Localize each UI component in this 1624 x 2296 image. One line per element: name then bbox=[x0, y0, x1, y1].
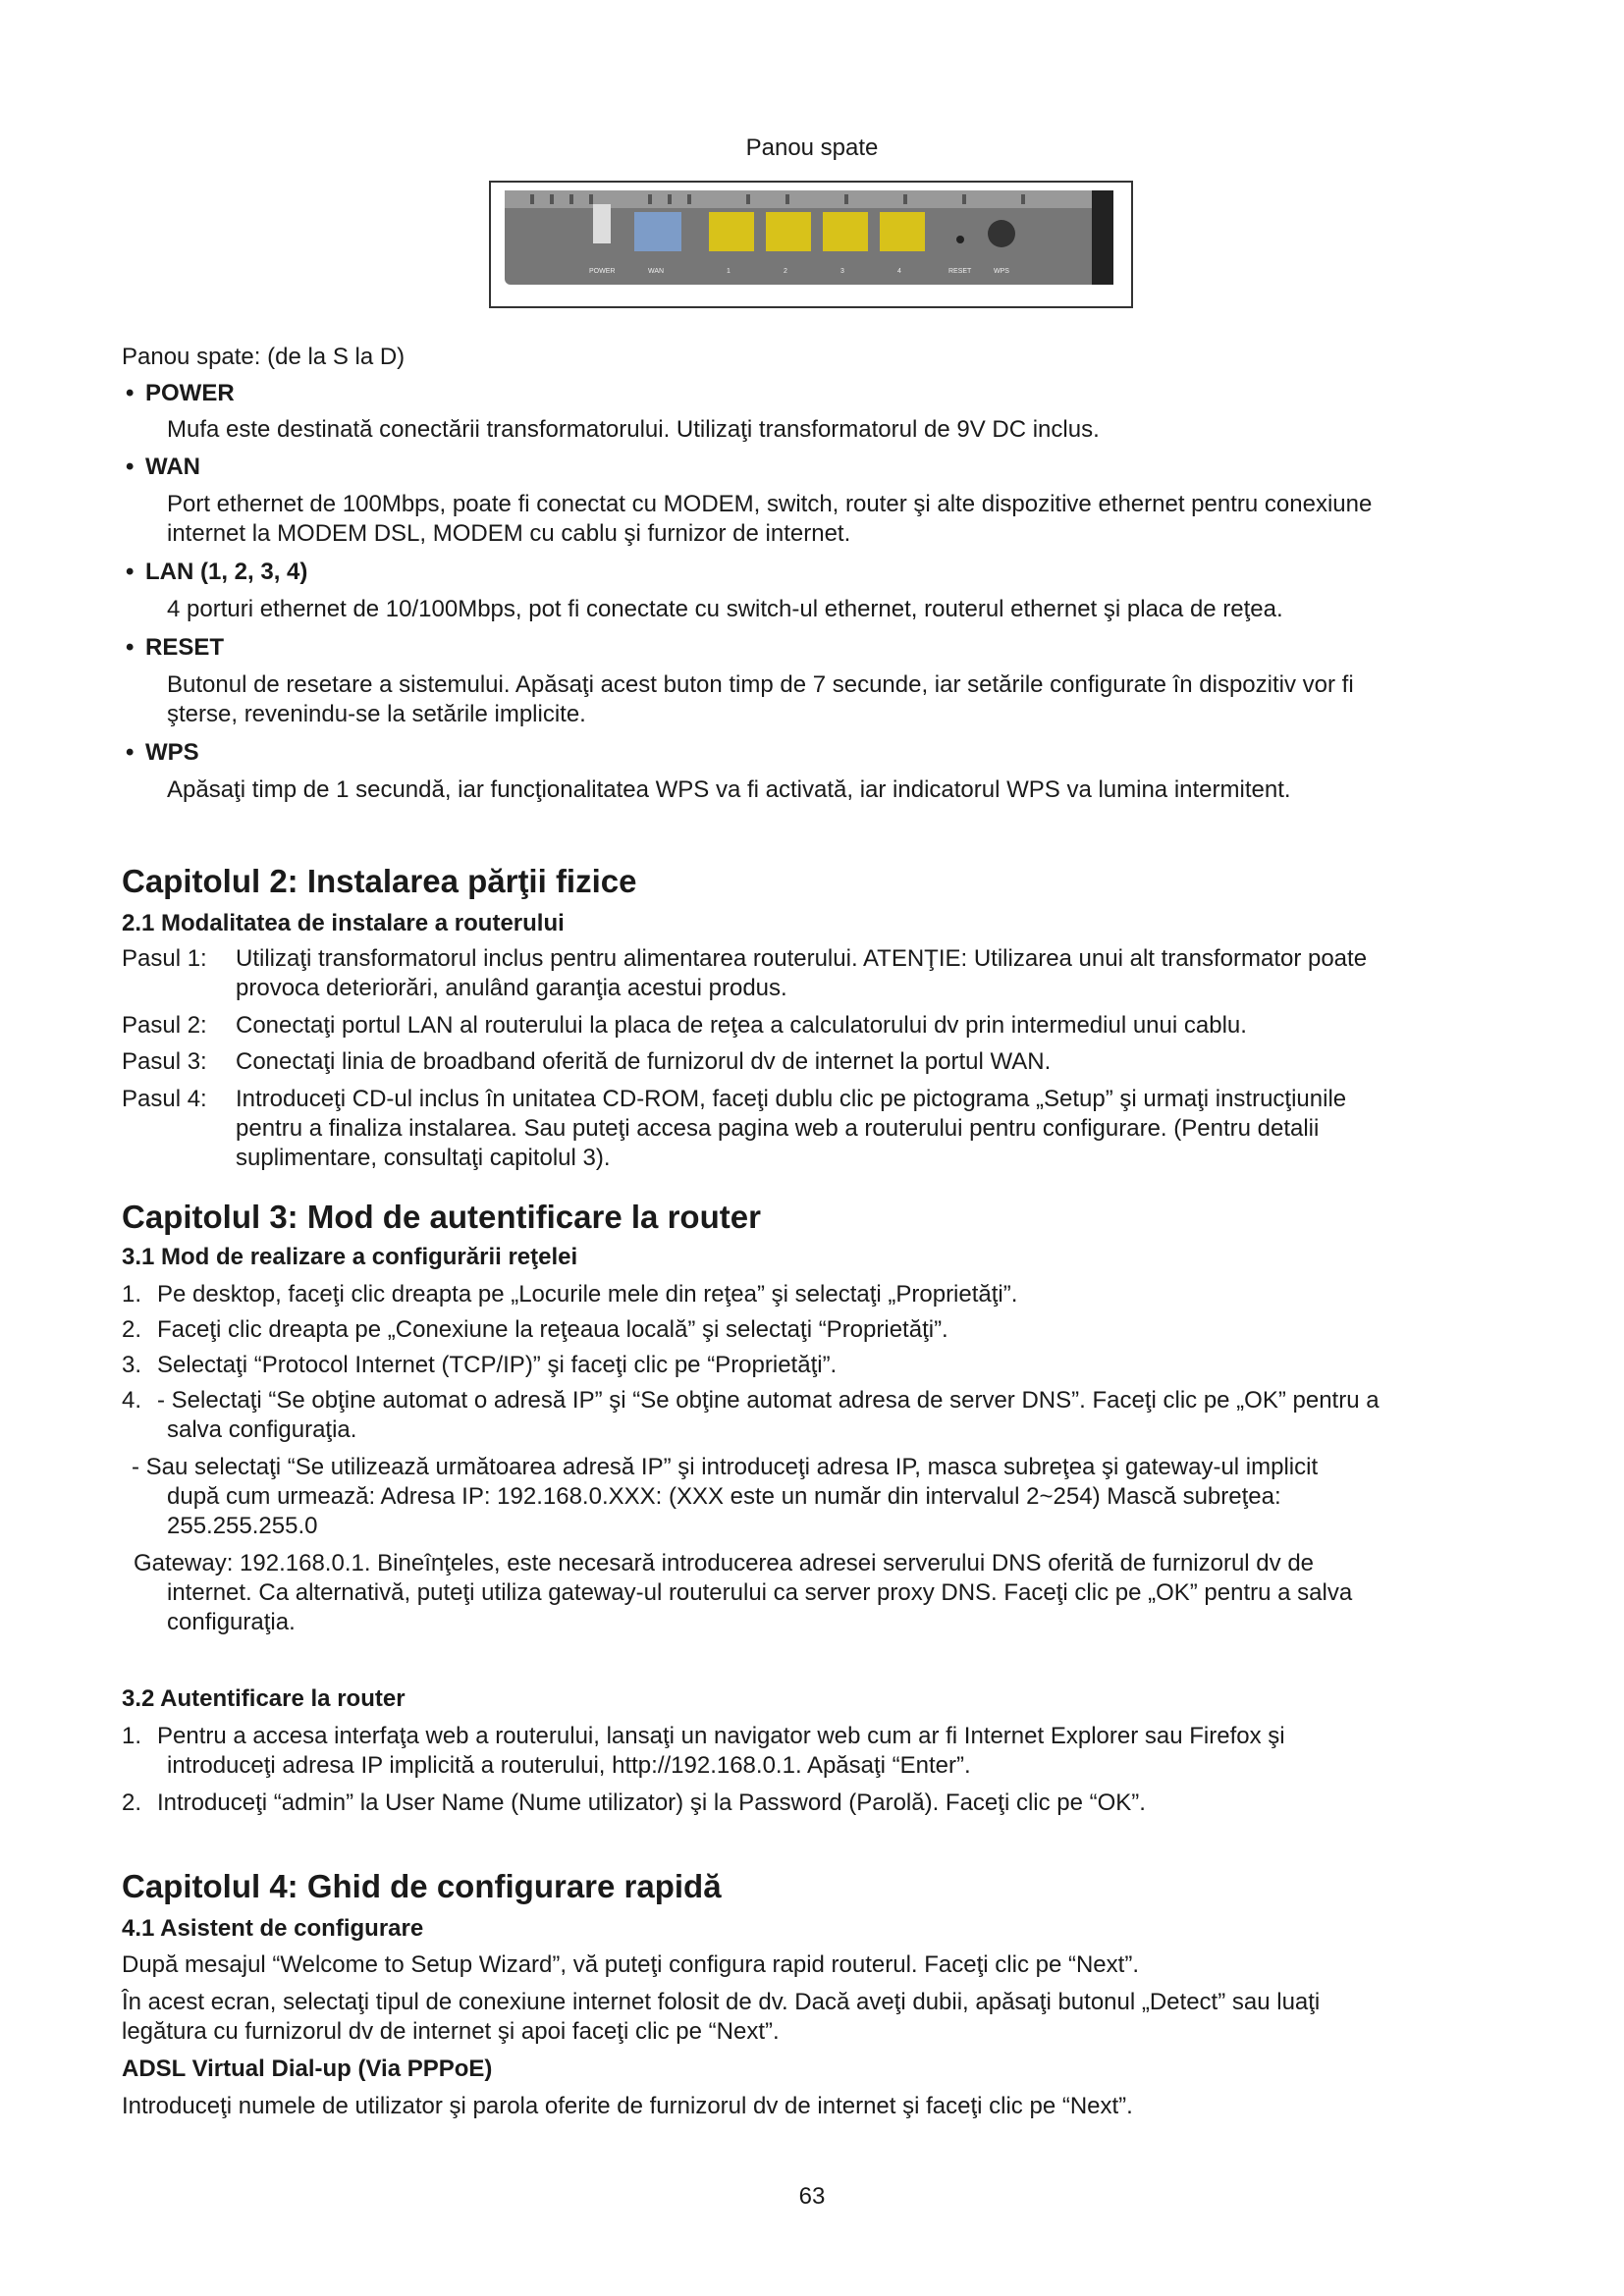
item-desc: Mufa este destinată conectării transformatorului. Utilizaţi transformatorul de 9V DC inclus. bbox=[167, 416, 1100, 443]
item-title-reset: RESET bbox=[145, 634, 225, 661]
port-label: POWER bbox=[589, 268, 616, 275]
paragraph: După mesajul “Welcome to Setup Wizard”, vă puteţi configura rapid routerul. Faceţi clic pe “Next”. bbox=[122, 1951, 1139, 1978]
step-text: pentru a finaliza instalarea. Sau puteţi accesa pagina web a routerului pentru configurare. (Pentru detalii bbox=[236, 1115, 1320, 1142]
list-text: Faceţi clic dreapta pe „Conexiune la reţeaua locală” şi selectaţi “Proprietăţi”. bbox=[157, 1316, 948, 1343]
step-label: Pasul 2: bbox=[122, 1012, 207, 1039]
bullet: • bbox=[126, 559, 135, 585]
port-label: 3 bbox=[840, 268, 844, 275]
step-text: Introduceţi CD-ul inclus în unitatea CD-ROM, faceţi dublu clic pe pictograma „Setup” şi urmaţi instrucţiunile bbox=[236, 1086, 1347, 1112]
section-3-1-title: 3.1 Mod de realizare a configurării reţelei bbox=[122, 1244, 578, 1270]
alt-config-text: - Sau selectaţi “Se utilizează următoarea adresă IP” şi introduceţi adresa IP, masca subreţea şi gateway-ul implicit bbox=[132, 1454, 1319, 1480]
list-text: introduceţi adresa IP implicită a routerului, http://192.168.0.1. Apăsaţi “Enter”. bbox=[167, 1752, 971, 1779]
port-label: 2 bbox=[784, 268, 787, 275]
gateway-text: configuraţia. bbox=[167, 1609, 296, 1635]
step-label: Pasul 4: bbox=[122, 1086, 207, 1112]
chapter-4-title: Capitolul 4: Ghid de configurare rapidă bbox=[122, 1868, 722, 1904]
item-title-wps: WPS bbox=[145, 739, 199, 766]
list-number: 3. bbox=[122, 1352, 142, 1378]
port-label: 1 bbox=[727, 268, 731, 275]
alt-config-text: după cum urmează: Adresa IP: 192.168.0.XXX: (XXX este un număr din intervalul 2~254) Mască subreţea: bbox=[167, 1483, 1281, 1510]
item-title-lan: LAN (1, 2, 3, 4) bbox=[145, 559, 308, 585]
gateway-text: internet. Ca alternativă, puteţi utiliza gateway-ul routerului ca server proxy DNS. Faceţi clic pe „OK” pentru a salva bbox=[167, 1579, 1353, 1606]
power-connector bbox=[593, 204, 611, 243]
section-4-1-title: 4.1 Asistent de configurare bbox=[122, 1915, 424, 1942]
chapter-3-title: Capitolul 3: Mod de autentificare la router bbox=[122, 1199, 761, 1235]
item-desc: 4 porturi ethernet de 10/100Mbps, pot fi conectate cu switch-ul ethernet, routerul ethernet şi placa de reţea. bbox=[167, 596, 1283, 622]
step-text: suplimentare, consultaţi capitolul 3). bbox=[236, 1145, 611, 1171]
bullet: • bbox=[126, 634, 135, 661]
item-desc: Butonul de resetare a sistemului. Apăsaţi acest buton timp de 7 secunde, iar setările configurate în dispozitiv vor fi bbox=[167, 671, 1354, 698]
step-text: Utilizaţi transformatorul inclus pentru alimentarea routerului. ATENŢIE: Utilizarea unui alt transformator poate bbox=[236, 945, 1368, 972]
reset-button bbox=[956, 236, 964, 243]
step-label: Pasul 3: bbox=[122, 1048, 207, 1075]
item-desc: Apăsaţi timp de 1 secundă, iar funcţionalitatea WPS va fi activată, iar indicatorul WPS va lumina intermitent. bbox=[167, 776, 1291, 803]
item-desc: Port ethernet de 100Mbps, poate fi conectat cu MODEM, switch, router şi alte dispozitive ethernet pentru conexiune bbox=[167, 491, 1373, 517]
gateway-text: Gateway: 192.168.0.1. Bineînţeles, este necesară introducerea adresei serverului DNS oferită de furnizorul dv de bbox=[134, 1550, 1315, 1576]
list-number: 1. bbox=[122, 1723, 142, 1749]
section-2-1-title: 2.1 Modalitatea de instalare a routerului bbox=[122, 910, 565, 936]
item-title-wan: WAN bbox=[145, 454, 200, 480]
page-number: 63 bbox=[798, 2183, 826, 2210]
section-3-2-title: 3.2 Autentificare la router bbox=[122, 1685, 406, 1712]
wps-button bbox=[988, 220, 1015, 247]
port-label: WPS bbox=[994, 268, 1009, 275]
list-text: salva configuraţia. bbox=[167, 1416, 357, 1443]
paragraph: legătura cu furnizorul dv de internet şi apoi faceţi clic pe “Next”. bbox=[122, 2018, 780, 2045]
list-text: - Selectaţi “Se obţine automat o adresă IP” şi “Se obţine automat adresa de server DNS”. Faceţi clic pe „OK” pentru a bbox=[157, 1387, 1380, 1414]
item-title-power: POWER bbox=[145, 380, 235, 406]
alt-config-text: 255.255.255.0 bbox=[167, 1513, 318, 1539]
adsl-subtitle: ADSL Virtual Dial-up (Via PPPoE) bbox=[122, 2056, 493, 2082]
list-number: 2. bbox=[122, 1316, 142, 1343]
list-text: Pe desktop, faceţi clic dreapta pe „Locurile mele din reţea” şi selectaţi „Proprietăţi”. bbox=[157, 1281, 1018, 1308]
wan-port bbox=[634, 212, 681, 251]
step-text: Conectaţi linia de broadband oferită de furnizorul dv de internet la portul WAN. bbox=[236, 1048, 1052, 1075]
port-label: 4 bbox=[897, 268, 901, 275]
paragraph: În acest ecran, selectaţi tipul de conexiune internet folosit de dv. Dacă aveţi dubii, apăsaţi butonul „Detect” sau luaţi bbox=[122, 1989, 1321, 2015]
list-number: 1. bbox=[122, 1281, 142, 1308]
step-text: provoca deteriorări, anulând garanţia acestui produs. bbox=[236, 975, 787, 1001]
list-text: Selectaţi “Protocol Internet (TCP/IP)” şi faceţi clic pe “Proprietăţi”. bbox=[157, 1352, 838, 1378]
port-label: RESET bbox=[948, 268, 972, 275]
bullet: • bbox=[126, 739, 135, 766]
bullet: • bbox=[126, 380, 135, 406]
step-label: Pasul 1: bbox=[122, 945, 207, 972]
figure-caption: Panou spate bbox=[745, 134, 879, 161]
antenna bbox=[1092, 190, 1113, 285]
item-desc: şterse, revenindu-se la setările implicite. bbox=[167, 701, 586, 727]
port-label: WAN bbox=[648, 268, 665, 275]
step-text: Conectaţi portul LAN al routerului la placa de reţea a calculatorului dv prin intermediul unui cablu. bbox=[236, 1012, 1247, 1039]
router-rear-panel-image bbox=[489, 181, 1133, 308]
bullet: • bbox=[126, 454, 135, 480]
list-text: Pentru a accesa interfaţa web a routerului, lansaţi un navigator web cum ar fi Internet Explorer sau Firefox şi bbox=[157, 1723, 1285, 1749]
router-illustration bbox=[491, 183, 1131, 306]
list-number: 2. bbox=[122, 1789, 142, 1816]
chapter-2-title: Capitolul 2: Instalarea părţii fizice bbox=[122, 863, 637, 899]
item-desc: internet la MODEM DSL, MODEM cu cablu şi furnizor de internet. bbox=[167, 520, 851, 547]
list-text: Introduceţi “admin” la User Name (Nume utilizator) şi la Password (Parolă). Faceţi clic pe “OK”. bbox=[157, 1789, 1146, 1816]
list-number: 4. bbox=[122, 1387, 142, 1414]
rear-panel-intro: Panou spate: (de la S la D) bbox=[122, 344, 406, 370]
paragraph: Introduceţi numele de utilizator şi parola oferite de furnizorul dv de internet şi faceţi clic pe “Next”. bbox=[122, 2093, 1133, 2119]
